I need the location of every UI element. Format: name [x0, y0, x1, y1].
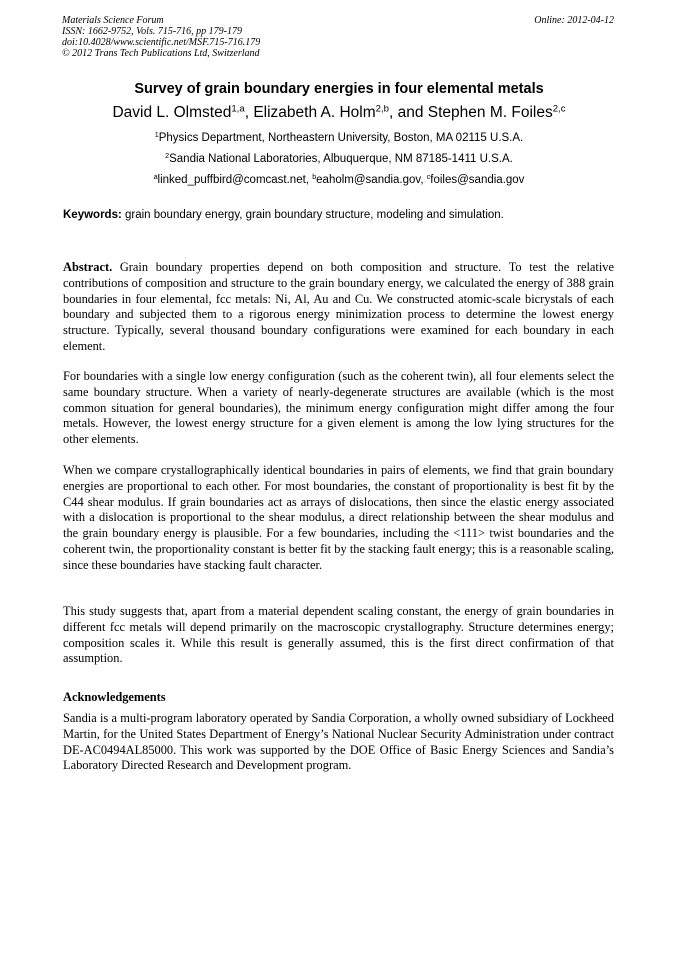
keywords — [63, 208, 504, 222]
journal-name: Materials Science Forum — [62, 15, 164, 26]
author-list — [0, 101, 678, 125]
email-address: linked_puffbird@comcast.net — [157, 174, 306, 186]
journal-copyright: © 2012 Trans Tech Publications Ltd, Switzerland — [62, 48, 260, 59]
author-name: David L. Olmsted — [112, 104, 232, 121]
affiliation-marker: 2 — [165, 152, 170, 161]
author-affiliation-marker: 2,b — [375, 103, 389, 115]
keywords-text: grain boundary energy, grain boundary structure, modeling and simulation. — [125, 209, 504, 221]
email-marker: c — [426, 173, 431, 182]
author-affiliation-marker: 2,c — [552, 103, 566, 115]
acknowledgements-heading: Acknowledgements — [63, 690, 166, 704]
abstract-label: Abstract. — [63, 260, 113, 274]
affiliation-2 — [0, 152, 678, 166]
abstract-paragraph-4 — [63, 604, 614, 667]
abstract-text: When we compare crystallographically identical boundaries in pairs of elements, we find that grain boundary energies are proportional to each other. For most boundaries, the constant of proportionality is best fit by the C44 shear modulus. If grain boundaries act as arrays of dislocations, then since the elastic energy associated with a dislocation is proportional to the shear modulus, a direct relationship between the shear modulus and the grain boundary energy is plausible. For a few boundaries, including the <111> twist boundaries and the coherent twin, the proportionality constant is better fit by the stacking fault energy; this is a reasonable scaling, since these boundaries have stacking fault character. — [63, 463, 614, 572]
affiliation-text: Physics Department, Northeastern University, Boston, MA 02115 U.S.A. — [158, 132, 524, 144]
author-separator: , — [244, 104, 254, 121]
email-marker: b — [312, 173, 317, 182]
abstract-text: Grain boundary properties depend on both composition and structure. To test the relative contributions of composition and structure to the grain boundary energy, we calculated the energy of 388 grain boundaries in four elemental, fcc metals: Ni, Al, Au and Cu. We constructed atomic-scale bicrystals of each boundary and subjected them to a rigorous energy minimization process to determine the lowest energy structure. Typically, several thousand boundary configurations were examined for each boundary in each element. — [63, 260, 614, 353]
journal-issn: ISSN: 1662-9752, Vols. 715-716, pp 179-179 — [62, 26, 242, 37]
abstract-paragraph-1 — [63, 260, 614, 355]
journal-doi: doi:10.4028/www.scientific.net/MSF.715-716.179 — [62, 37, 261, 48]
abstract-paragraph-2 — [63, 369, 614, 448]
journal-header — [62, 15, 260, 59]
email-marker: a — [153, 173, 158, 182]
abstract-text: For boundaries with a single low energy configuration (such as the coherent twin), all four elements select the same boundary structure. When a variety of nearly-degenerate structures are available (which is the most common situation for general boundaries), the minimum energy configuration might differ among the four metals. However, the lowest energy structure for a given element is among the low lying structures for the other elements. — [63, 369, 614, 447]
author-name: Stephen M. Foiles — [427, 104, 553, 121]
keywords-label: Keywords: — [63, 209, 122, 221]
acknowledgements-body: Sandia is a multi-program laboratory operated by Sandia Corporation, a wholly owned subsidiary of Lockheed Martin, for the United States Department of Energy’s National Nuclear Security Administration under contract DE-AC0494AL85000. This work was supported by the DOE Office of Basic Energy Sciences and Sandia’s Laboratory Directed Research and Development program. — [63, 711, 614, 773]
email-separator: , — [420, 174, 427, 186]
paper-title: Survey of grain boundary energies in four elemental metals — [134, 81, 544, 97]
author-affiliation-marker: 1,a — [231, 103, 245, 115]
email-address: eaholm@sandia.gov — [316, 174, 421, 186]
affiliation-text: Sandia National Laboratories, Albuquerque, NM 87185-1411 U.S.A. — [169, 153, 513, 165]
email-list — [0, 173, 678, 187]
abstract-text: This study suggests that, apart from a material dependent scaling constant, the energy of grain boundaries in different fcc metals will depend primarily on the macroscopic crystallography. Structure determines energy; composition scales it. While this result is generally assumed, this is the first direct confirmation of that assumption. — [63, 604, 614, 666]
email-separator: , — [305, 174, 313, 186]
email-address: foiles@sandia.gov — [430, 174, 525, 186]
abstract-paragraph-3 — [63, 463, 614, 574]
affiliation-marker: 1 — [154, 131, 159, 140]
author-name: Elizabeth A. Holm — [253, 104, 376, 121]
affiliation-1 — [0, 131, 678, 145]
acknowledgements-text — [63, 711, 614, 774]
author-separator: , and — [389, 104, 428, 121]
online-date: Online: 2012-04-12 — [534, 15, 614, 26]
